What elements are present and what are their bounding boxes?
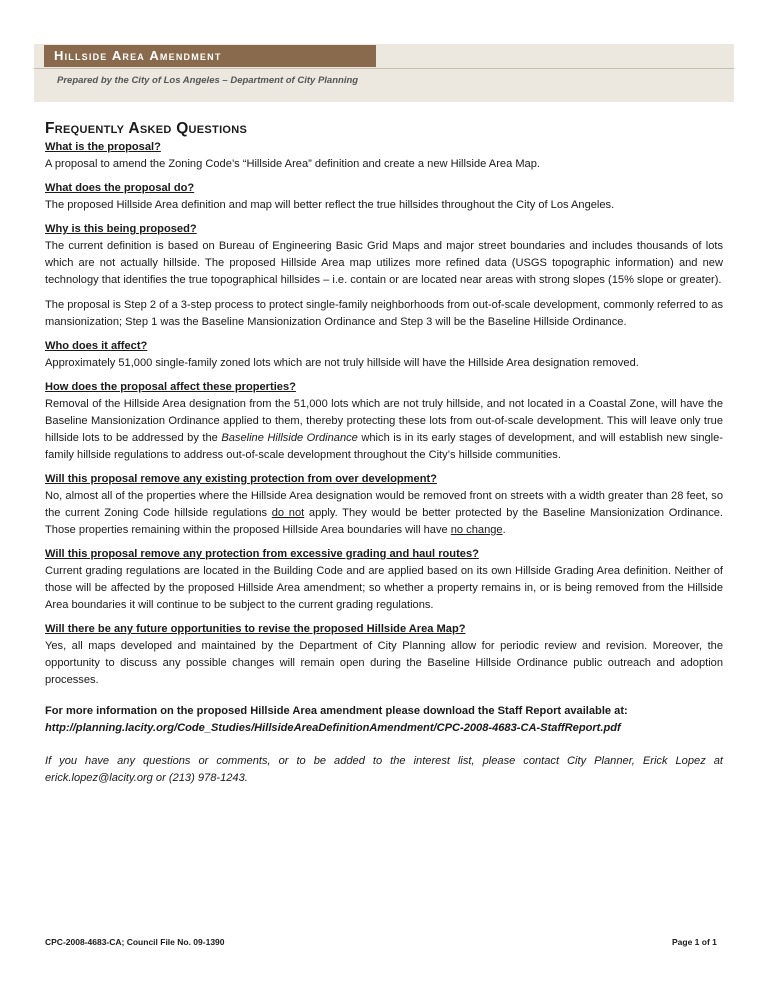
- prepared-by: Prepared by the City of Los Angeles – Department of City Planning: [57, 75, 359, 86]
- footer-case-number: CPC-2008-4683-CA; Council File No. 09-1390: [45, 937, 225, 947]
- faq-heading: Frequently Asked Questions: [45, 120, 248, 137]
- answer: Approximately 51,000 single-family zoned lots which are not truly hillside will have the Hillside Area designation removed.: [45, 357, 639, 369]
- question: How does the proposal affect these properties?: [45, 381, 296, 393]
- document-title: Hillside Area Amendment: [54, 48, 222, 63]
- question: What is the proposal?: [45, 141, 161, 153]
- question: Will there be any future opportunities to revise the proposed Hillside Area Map?: [45, 623, 466, 635]
- answer-text: No, almost all of the properties where the Hillside Area designation would be removed front on streets with a width greater than 28 feet, so the current Zoning Code hillside regulations: [45, 490, 723, 519]
- answer: [45, 488, 723, 539]
- answer: A proposal to amend the Zoning Code’s “Hillside Area” definition and create a new Hillside Area Map.: [45, 158, 540, 170]
- answer-text: .: [502, 524, 506, 536]
- ordinance-name: Baseline Hillside Ordinance: [221, 432, 358, 444]
- header-divider: [34, 68, 734, 69]
- answer-text: which is in its early stages of development, and will establish new single-family hillside regulations to address out-of-scale development throughout the City’s hillside communities.: [45, 432, 723, 461]
- question: Why is this being proposed?: [45, 223, 197, 235]
- answer: Current grading regulations are located in the Building Code and are applied based on its own Hillside Grading Area definition. Neither of those will be affected by the proposed Hillside Area amendment; so whether a property remains in, or is being removed from the Hillside Area boundaries it will continue to be subject to the current grading regulations.: [45, 565, 723, 611]
- header-title-bar: [44, 45, 376, 67]
- more-info: For more information on the proposed Hillside Area amendment please download the Staff Report available at:: [45, 705, 628, 717]
- question: Will this proposal remove any protection from excessive grading and haul routes?: [45, 548, 479, 560]
- footer-page-number: Page 1 of 1: [672, 937, 717, 947]
- question: Will this proposal remove any existing protection from over development?: [45, 473, 437, 485]
- answer: The proposed Hillside Area definition and map will better reflect the true hillsides throughout the City of Los Angeles.: [45, 199, 615, 211]
- answer-text: Removal of the Hillside Area designation from the 51,000 lots which are not truly hillside, and not located in a Coastal Zone, will have the Baseline Mansionization Ordinance applied to them, thereby protecting these lots from out-of-scale development. This will leave only true hillside lots to be addressed by the: [45, 398, 723, 444]
- answer: The current definition is based on Bureau of Engineering Basic Grid Maps and major street boundaries and includes thousands of lots which are not actually hillside. The proposed Hillside Area map utilizes more refined data (USGS topographic information) and new technology that identifies the true topographical hillsides – i.e. contain or are located near areas with strong slopes (15% slope or greater).: [45, 240, 723, 286]
- answer-text: apply. They would be better protected by the Baseline Mansionization Ordinance. Those properties remaining within the proposed Hillside Area boundaries will have: [45, 507, 724, 536]
- question: Who does it affect?: [45, 340, 148, 352]
- emphasis-do-not: do not: [271, 507, 305, 519]
- emphasis-no-change: no change: [450, 524, 503, 536]
- answer: Yes, all maps developed and maintained by the Department of City Planning allow for periodic review and revision. Moreover, the opportunity to discuss any possible changes will remain open during the Baseline Hillside Ordinance public outreach and adoption processes.: [45, 640, 723, 686]
- answer-continued: The proposal is Step 2 of a 3-step process to protect single-family neighborhoods from out-of-scale development, commonly referred to as mansionization; Step 1 was the Baseline Mansionization Ordinance and Step 3 will be the Baseline Hillside Ordinance.: [45, 299, 723, 328]
- contact-info: If you have any questions or comments, or to be added to the interest list, please contact City Planner, Erick Lopez at erick.lopez@lacity.org or (213) 978-1243.: [45, 755, 723, 784]
- question: What does the proposal do?: [45, 182, 195, 194]
- answer: [45, 396, 723, 464]
- faq-content: [45, 120, 723, 787]
- staff-report-link[interactable]: http://planning.lacity.org/Code_Studies/HillsideAreaDefinitionAmendment/CPC-2008-4683-CA-StaffReport.pdf: [45, 722, 621, 734]
